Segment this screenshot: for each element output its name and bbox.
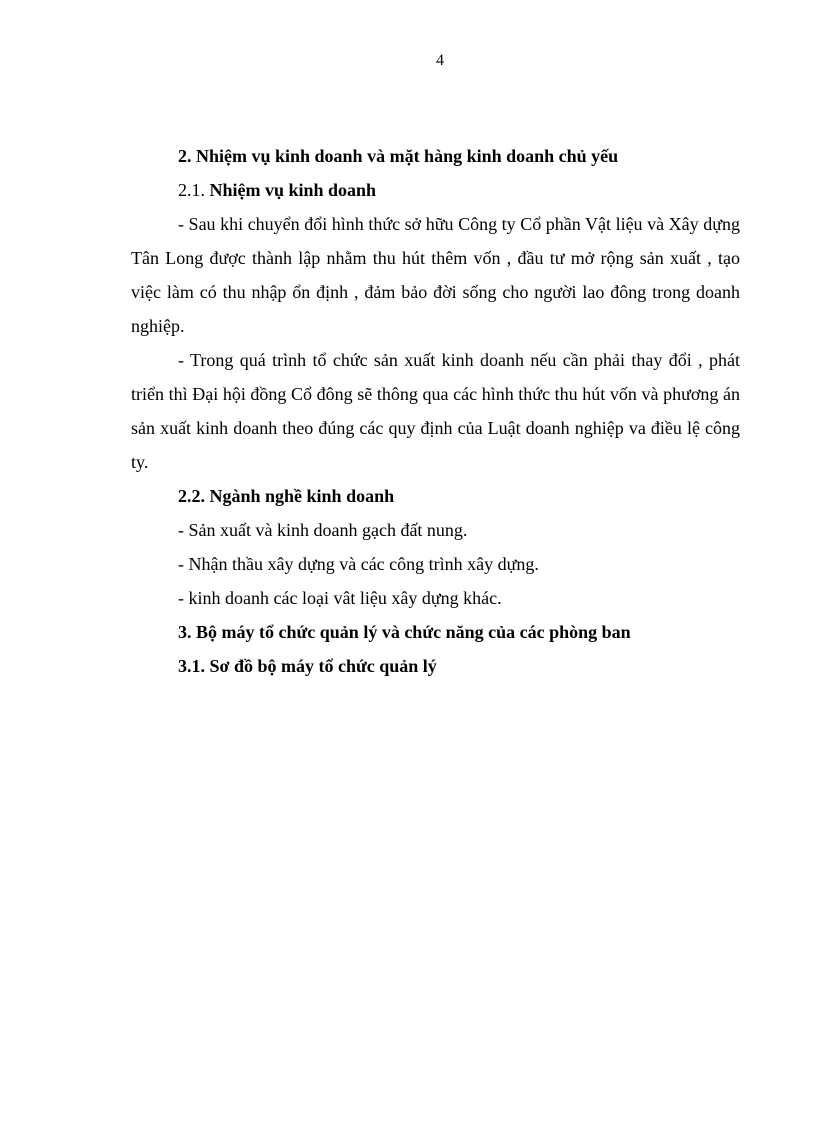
list-item-2: - Nhận thầu xây dựng và các công trình xây dựng. — [178, 554, 539, 574]
document-body — [131, 139, 740, 683]
page-number: 4 — [436, 52, 444, 69]
paragraph-1: - Sau khi chuyển đổi hình thức sở hữu Công ty Cổ phần Vật liệu và Xây dựng Tân Long được thành lập nhằm thu hút thêm vốn , đầu tư mở rộng sản xuất , tạo việc làm có thu nhập ổn định , đảm bảo đời sống cho người lao đông trong doanh nghiệp. — [131, 214, 740, 336]
subsection-heading-2-1: 2.1. Nhiệm vụ kinh doanh — [178, 180, 377, 200]
section-heading-3: 3. Bộ máy tổ chức quản lý và chức năng của các phòng ban — [178, 622, 631, 642]
section-heading-2: 2. Nhiệm vụ kinh doanh và mặt hàng kinh doanh chủ yếu — [178, 146, 619, 166]
list-item-3: - kinh doanh các loại vât liệu xây dựng khác. — [178, 588, 502, 608]
paragraph-2: - Trong quá trình tổ chức sản xuất kinh doanh nếu cần phải thay đổi , phát triển thì Đại hội đồng Cổ đông sẽ thông qua các hình thức thu hút vốn và phương án sản xuất kinh doanh theo đúng các quy định của Luật doanh nghiệp va điều lệ công ty. — [131, 350, 740, 472]
subsection-heading-2-2: 2.2. Ngành nghề kinh doanh — [178, 486, 395, 506]
subsection-heading-3-1: 3.1. Sơ đồ bộ máy tổ chức quản lý — [178, 656, 437, 676]
list-item-1: - Sản xuất và kinh doanh gạch đất nung. — [178, 520, 468, 540]
